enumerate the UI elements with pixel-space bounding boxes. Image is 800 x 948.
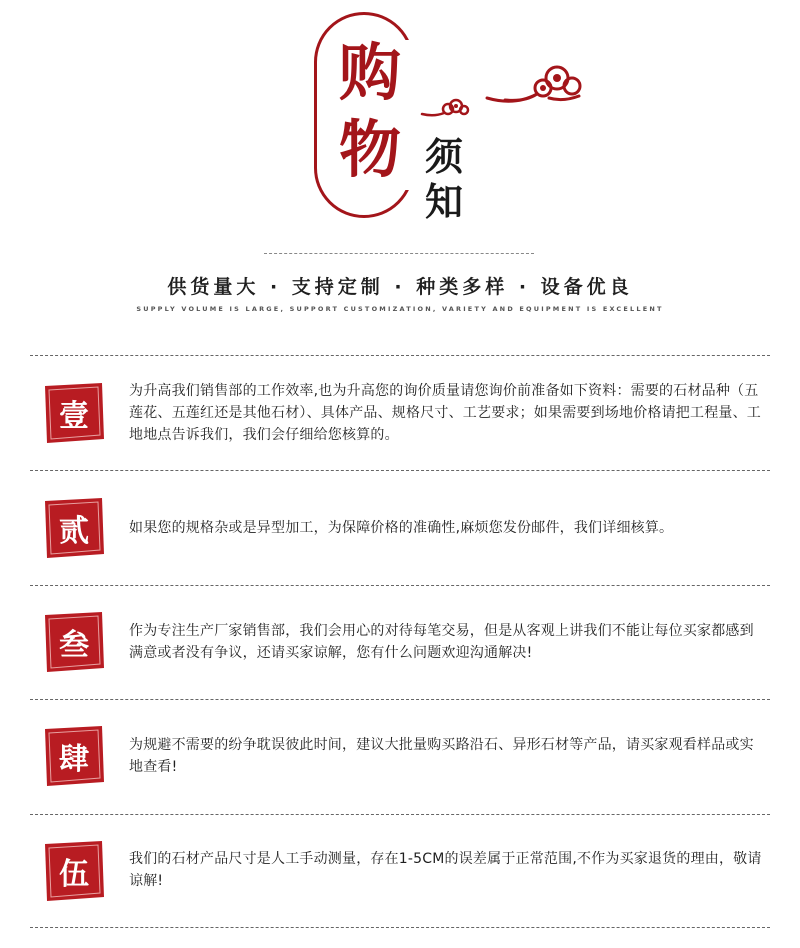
slogan: 供货量大 · 支持定制 · 种类多样 · 设备优良	[167, 276, 633, 298]
auspicious-cloud-small-icon	[420, 96, 470, 120]
notice-text: 为规避不需要的纷争耽误彼此时间，建议大批量购买路沿石、异形石材等产品，请买家观看样品或实地查看!	[129, 737, 754, 775]
seal-char: 叁	[59, 628, 89, 663]
divider	[30, 927, 770, 928]
notice-text: 如果您的规格杂或是异型加工，为保障价格的准确性,麻烦您发份邮件，我们详细核算。	[129, 520, 674, 536]
title-char-gou: 购	[338, 36, 401, 109]
seal-char: 肆	[59, 742, 89, 777]
seal-badge	[42, 610, 106, 674]
seal-badge	[42, 839, 106, 903]
header-divider	[264, 253, 534, 254]
shopping-notice-header	[0, 0, 800, 340]
seal-char: 壹	[59, 399, 89, 434]
notice-item-5	[30, 815, 770, 927]
notice-text: 作为专注生产厂家销售部，我们会用心的对待每笔交易，但是从客观上讲我们不能让每位买家都感到满意或者没有争议，还请买家谅解，您有什么问题欢迎沟通解决!	[129, 623, 754, 661]
seal-badge	[42, 381, 106, 445]
notice-text: 我们的石材产品尺寸是人工手动测量，存在1-5CM的误差属于正常范围,不作为买家退货的理由，敬请谅解!	[129, 851, 762, 889]
slogan-english: SUPPLY VOLUME IS LARGE, SUPPORT CUSTOMIZATION, VARIETY AND EQUIPMENT IS EXCELLENT	[136, 305, 664, 313]
notice-item-3	[30, 586, 770, 699]
notice-text: 为升高我们销售部的工作效率,也为升高您的询价质量请您询价前准备如下资料：需要的石材品种（五莲花、五莲红还是其他石材）、具体产品、规格尺寸、工艺要求；如果需要到场地价格请把工程量、工地地点告诉我们，我们会仔细给您核算的。	[129, 383, 761, 443]
auspicious-cloud-large-icon	[485, 62, 585, 106]
title-char-wu: 物	[338, 113, 401, 186]
notice-item-2	[30, 471, 770, 585]
title-char-xu: 须	[424, 134, 463, 179]
notice-item-4	[30, 700, 770, 814]
seal-char: 伍	[59, 857, 89, 892]
notice-item-1	[30, 356, 770, 470]
seal-badge	[42, 724, 106, 788]
seal-char: 贰	[59, 514, 89, 549]
seal-badge	[42, 496, 106, 560]
title-char-zhi: 知	[424, 179, 463, 224]
